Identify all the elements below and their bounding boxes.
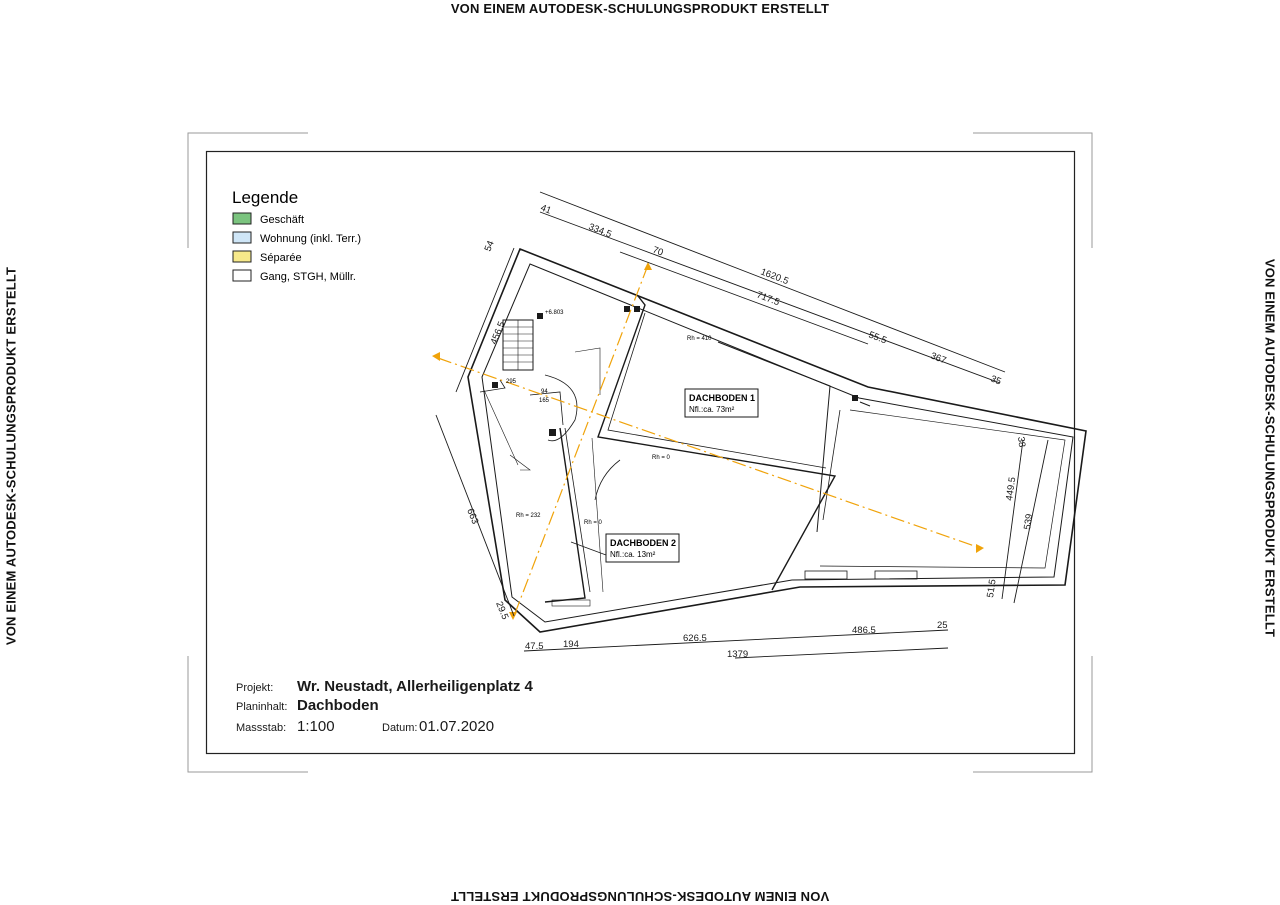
watermark-right: VON EINEM AUTODESK-SCHULUNGSPRODUKT ERSTELLT [1262, 258, 1278, 638]
annotation-rh-410: Rh = 410 [687, 336, 712, 342]
legend-label-separee: Séparée [260, 252, 302, 264]
watermark-top: VON EINEM AUTODESK-SCHULUNGSPRODUKT ERSTELLT [450, 1, 830, 16]
dim-left-29-5: 29.5 [493, 600, 511, 622]
dim-left-663: 663 [464, 507, 481, 526]
annotation-94: 94 [541, 389, 548, 395]
dim-left-54: 54 [482, 239, 497, 254]
room-name-dachboden-2: DACHBODEN 2 [610, 538, 677, 548]
legend-label-geschaeft: Geschäft [260, 214, 305, 226]
legend-swatch-gang [233, 270, 251, 281]
room-label-dachboden-2 [571, 534, 679, 562]
annotation-elevation: +6.803 [545, 310, 564, 316]
room-label-dachboden-1 [685, 389, 758, 417]
dim-top-334-5: 334.5 [586, 221, 614, 241]
watermark-bottom: VON EINEM AUTODESK-SCHULUNGSPRODUKT ERSTELLT [450, 889, 830, 904]
room-name-dachboden-1: DACHBODEN 1 [689, 393, 756, 403]
annotation-295: 295 [506, 379, 517, 385]
legend [232, 188, 361, 283]
annotation-rh-0-a: Rh = 0 [652, 455, 670, 461]
dim-top-367: 367 [928, 350, 948, 367]
annotation-rh-0-b: Rh = 0 [584, 520, 602, 526]
dim-bottom-626-5: 626.5 [683, 633, 707, 644]
projekt-value: Wr. Neustadt, Allerheiligenplatz 4 [297, 678, 533, 695]
crop-marks [188, 133, 1092, 772]
dim-bottom-1379: 1379 [727, 649, 749, 660]
dim-right-51-5: 51.5 [985, 578, 999, 599]
dim-top-35: 35 [988, 373, 1003, 388]
legend-swatch-geschaeft [233, 213, 251, 224]
dim-top-717-5: 717.5 [754, 289, 782, 309]
datum-label: Datum: [382, 722, 418, 734]
annotation-165: 165 [539, 398, 550, 404]
dim-right-539: 539 [1022, 513, 1036, 531]
legend-label-gang: Gang, STGH, Müllr. [260, 271, 356, 283]
section-axis-lines [438, 265, 980, 616]
dim-bottom-25: 25 [937, 620, 948, 631]
dim-right-38: 38 [1015, 436, 1028, 448]
planinhalt-value: Dachboden [297, 697, 379, 714]
datum-value: 01.07.2020 [419, 718, 495, 735]
dim-top-41: 41 [538, 202, 553, 217]
massstab-value: 1:100 [297, 718, 335, 735]
legend-title: Legende [232, 188, 299, 207]
room-area-dachboden-1: Nfl.:ca. 73m² [689, 405, 735, 414]
annotation-rh-232: Rh = 232 [516, 513, 541, 519]
legend-swatch-separee [233, 251, 251, 262]
room-area-dachboden-2: Nfl.:ca. 13m² [610, 550, 656, 559]
dim-bottom-194: 194 [563, 639, 579, 650]
dim-top-55-5: 55.5 [866, 329, 889, 347]
chimney-markers [492, 306, 858, 436]
legend-swatch-wohnung [233, 232, 251, 243]
legend-label-wohnung: Wohnung (inkl. Terr.) [260, 233, 362, 245]
dim-bottom-47-5: 47.5 [525, 641, 544, 652]
dim-right-449-5: 449.5 [1004, 476, 1019, 502]
dim-bottom-486-5: 486.5 [852, 625, 876, 636]
projekt-label: Projekt: [236, 682, 274, 694]
dim-top-1620-5: 1620.5 [758, 266, 790, 288]
watermark-left: VON EINEM AUTODESK-SCHULUNGSPRODUKT ERSTELLT [3, 266, 19, 646]
dim-top-70: 70 [650, 244, 665, 259]
dim-left-456-5: 456.5 [488, 319, 508, 347]
massstab-label: Massstab: [236, 722, 287, 734]
planinhalt-label: Planinhalt: [236, 701, 288, 713]
section-markers [432, 262, 984, 620]
title-block [236, 678, 534, 735]
